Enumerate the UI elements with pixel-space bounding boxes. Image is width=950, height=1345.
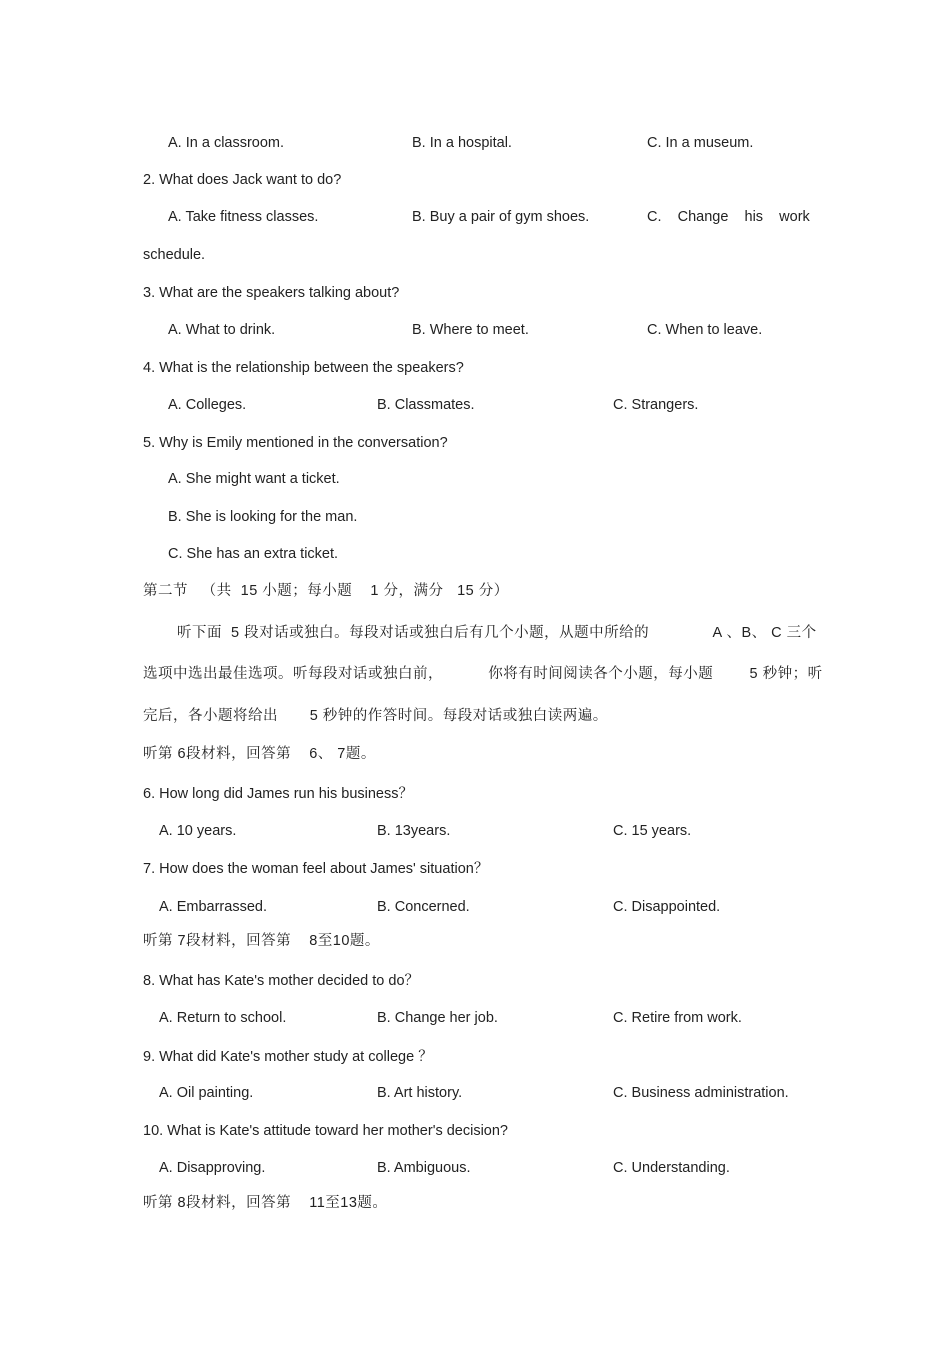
q1-option-c: C. In a museum.	[647, 135, 754, 151]
q6-option-b: B. 13years.	[377, 823, 451, 839]
passage-7-label: 听第 7段材料，回答第 8至10题。	[143, 933, 380, 949]
q9-option-a: A. Oil painting.	[159, 1085, 254, 1101]
q10-option-a: A. Disapproving.	[159, 1160, 266, 1176]
q2-option-a: A. Take fitness classes.	[168, 209, 319, 225]
q4-option-b: B. Classmates.	[377, 397, 475, 413]
q2-stem: 2. What does Jack want to do?	[143, 172, 342, 188]
q2-option-b: B. Buy a pair of gym shoes.	[412, 209, 590, 225]
q3-option-c: C. When to leave.	[647, 322, 763, 338]
q8-option-b: B. Change her job.	[377, 1010, 498, 1026]
q8-stem: 8. What has Kate's mother decided to do？	[143, 973, 420, 989]
q7-stem: 7. How does the woman feel about James' situation？	[143, 861, 489, 877]
q5-option-c: C. She has an extra ticket.	[168, 546, 339, 562]
q2-option-c-continued: schedule.	[143, 247, 206, 263]
q7-option-c: C. Disappointed.	[613, 899, 721, 915]
q4-option-c: C. Strangers.	[613, 397, 699, 413]
q6-option-c: C. 15 years.	[613, 823, 692, 839]
q3-option-a: A. What to drink.	[168, 322, 276, 338]
passage-8-label: 听第 8段材料，回答第 11至13题。	[143, 1195, 388, 1211]
q7-option-a: A. Embarrassed.	[159, 899, 267, 915]
q1-option-a: A. In a classroom.	[168, 135, 285, 151]
q6-stem: 6. How long did James run his business？	[143, 786, 413, 802]
q10-option-c: C. Understanding.	[613, 1160, 730, 1176]
q7-option-b: B. Concerned.	[377, 899, 470, 915]
q5-option-b: B. She is looking for the man.	[168, 509, 358, 525]
q5-option-a: A. She might want a ticket.	[168, 471, 340, 487]
q9-option-b: B. Art history.	[377, 1085, 463, 1101]
q8-option-a: A. Return to school.	[159, 1010, 287, 1026]
q3-stem: 3. What are the speakers talking about?	[143, 285, 400, 301]
instructions-line-3: 完后，各小题将给出 5 秒钟的作答时间。每段对话或独白读两遍。	[143, 708, 608, 724]
section-heading: 第二节 （共 15 小题；每小题 1 分，满分 15 分）	[143, 583, 509, 599]
q10-option-b: B. Ambiguous.	[377, 1160, 471, 1176]
q4-stem: 4. What is the relationship between the speakers?	[143, 360, 464, 376]
q1-option-b: B. In a hospital.	[412, 135, 512, 151]
q6-option-a: A. 10 years.	[159, 823, 237, 839]
passage-6-label: 听第 6段材料，回答第 6、 7题。	[143, 746, 376, 762]
instructions-line-2: 选项中选出最佳选项。听每段对话或独白前， 你将有时间阅读各个小题，每小题 5 秒钟；听	[143, 666, 823, 682]
q2-option-c: C. Change his work	[647, 209, 810, 225]
q9-option-c: C. Business administration.	[613, 1085, 789, 1101]
q8-option-c: C. Retire from work.	[613, 1010, 742, 1026]
instructions-line-1: 听下面 5 段对话或独白。每段对话或独白后有几个小题，从题中所给的 A 、B、 C 三个	[177, 625, 817, 641]
q5-stem: 5. Why is Emily mentioned in the conversation?	[143, 435, 448, 451]
q4-option-a: A. Colleges.	[168, 397, 247, 413]
q9-stem: 9. What did Kate's mother study at college ？	[143, 1049, 433, 1065]
q10-stem: 10. What is Kate's attitude toward her mother's decision?	[143, 1123, 508, 1139]
q3-option-b: B. Where to meet.	[412, 322, 529, 338]
